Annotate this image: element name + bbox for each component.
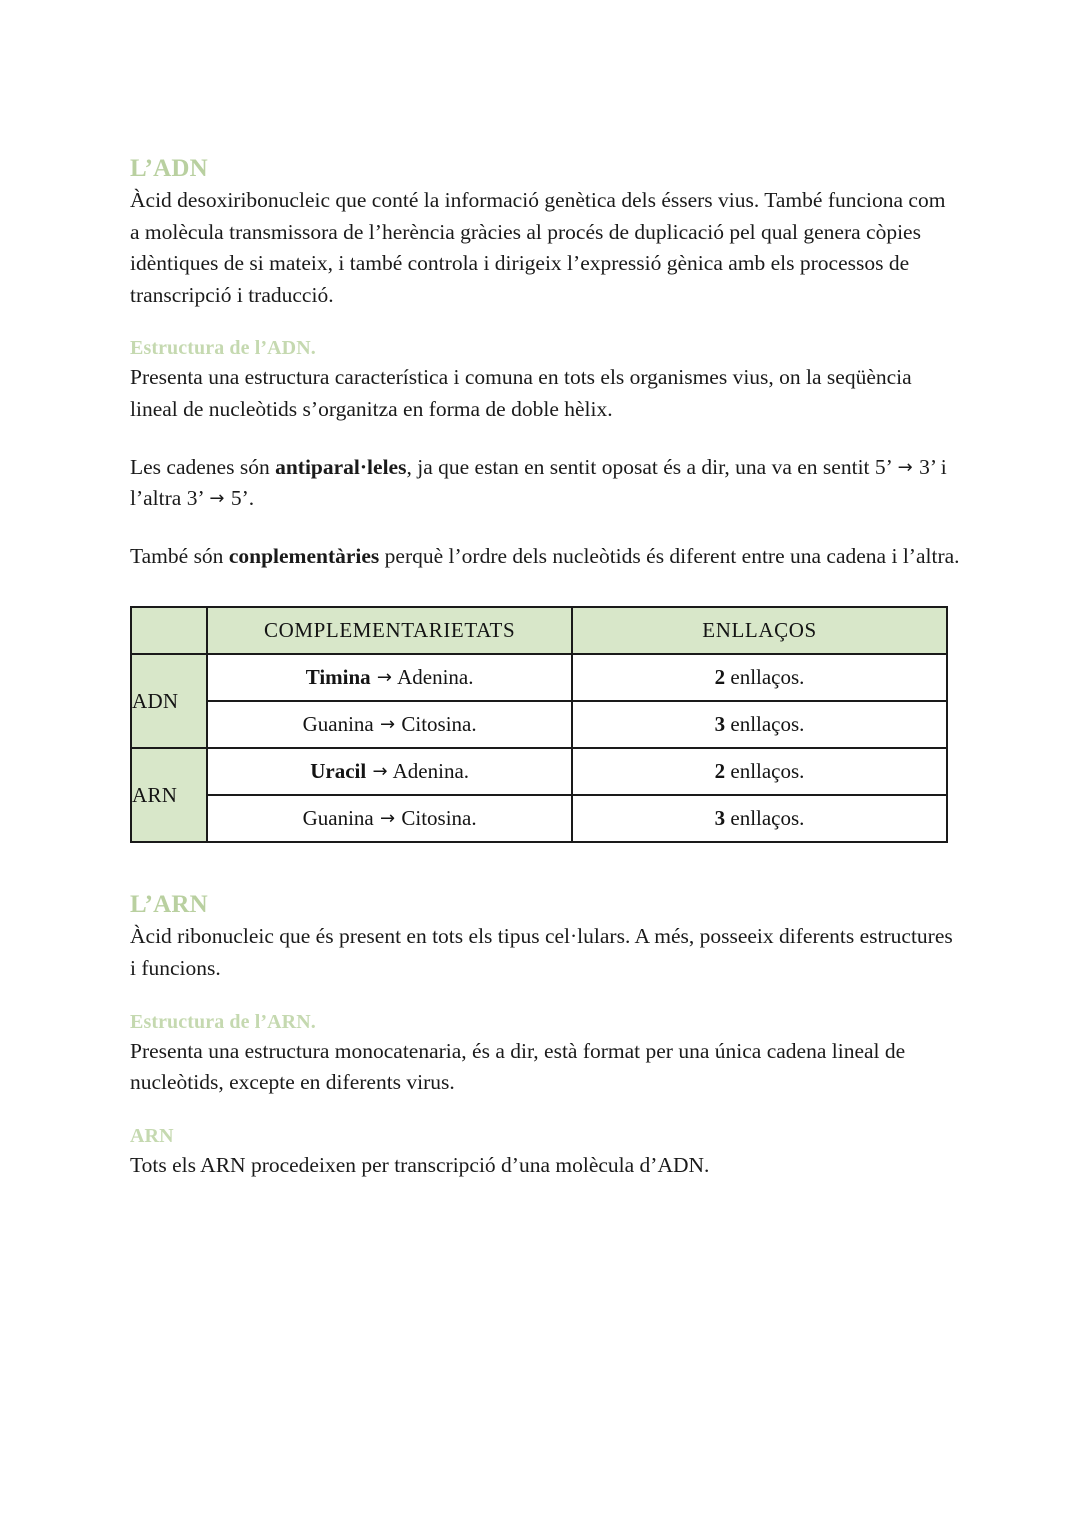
- bonds-word: enllaços.: [730, 665, 805, 690]
- complementary-suffix: perquè l’ordre dels nucleòtids és diferent entre una cadena i l’altra.: [379, 543, 960, 568]
- antiparallel-prefix: Les cadenes són: [130, 454, 276, 479]
- table-cell-complementarietat: [207, 795, 572, 842]
- complementary-prefix: També són: [130, 543, 229, 568]
- antiparallel-suffix: , ja que estan en sentit oposat és a dir, una va en sentit: [406, 454, 875, 479]
- table-rowlabel-adn: ADN: [131, 654, 207, 748]
- spacer: [130, 515, 960, 541]
- base-name-plain: Guanina: [302, 712, 374, 737]
- table-cell-enllacos: [572, 654, 947, 701]
- arrow-right-icon: →: [376, 667, 393, 689]
- table-cell-complementarietat: [207, 654, 572, 701]
- table-cell-complementarietat: [207, 748, 572, 795]
- antiparallel-bold-term: antiparal·leles: [275, 454, 407, 479]
- table-header-complementarietats: COMPLEMENTARIETATS: [207, 607, 572, 654]
- table-header-row: [131, 607, 947, 654]
- paragraph-antiparallel: [130, 452, 960, 515]
- heading-estructura-adn: Estructura de l’ADN.: [130, 337, 316, 360]
- complementarity-table: [130, 606, 948, 843]
- table-header-enllacos: ENLLAÇOS: [572, 607, 947, 654]
- antiparallel-end: .: [248, 486, 255, 511]
- base-target: Citosina.: [401, 712, 477, 737]
- table-corner-cell: [131, 607, 207, 654]
- heading-larn: L’ARN: [130, 891, 208, 919]
- spacer: [130, 426, 960, 452]
- paragraph-estructura-adn: Presenta una estructura característica i comuna en tots els organismes vius, on la seqüència lineal de nucleòtids s’organitza en forma de doble hèlix.: [130, 365, 912, 421]
- base-target: Citosina.: [401, 806, 477, 831]
- bonds-word: enllaços.: [730, 806, 805, 831]
- direction-2-to: 5’: [230, 486, 249, 511]
- arrow-right-icon: →: [897, 456, 913, 478]
- paragraph-estructura-arn: Presenta una estructura monocatenaria, és a dir, està format per una única cadena lineal de nucleòtids, excepte en diferents virus.: [130, 1038, 906, 1095]
- table-rowlabel-arn: ARN: [131, 748, 207, 842]
- table-row: [131, 795, 947, 842]
- direction-2-from: 3’: [186, 486, 204, 511]
- antiparallel-middle: i l’altra: [130, 454, 947, 511]
- arrow-right-icon: →: [380, 714, 396, 736]
- arrow-right-icon: →: [209, 488, 225, 510]
- spacer: [130, 311, 960, 337]
- bonds-count: 2: [714, 759, 726, 784]
- arrow-right-icon: →: [372, 761, 388, 783]
- bonds-count: 3: [714, 806, 726, 831]
- base-name-plain: Guanina: [302, 806, 374, 831]
- spacer: [130, 843, 960, 891]
- spacer: [130, 1099, 960, 1125]
- bonds-count: 3: [714, 712, 726, 737]
- heading-estructura-arn: Estructura de l’ARN.: [130, 1010, 316, 1033]
- table-cell-enllacos: [572, 795, 947, 842]
- paragraph-ladn-intro: Àcid desoxiribonucleic que conté la informació genètica dels éssers vius. També funciona com a molècula transmissora de l’herència gràcies al procés de duplicació pel qual genera còpies idèntiques de si mateix, i també controla i dirigeix l’expressió gènica amb els processos de transcripció i traducció.: [130, 188, 946, 307]
- arrow-right-icon: →: [380, 808, 396, 830]
- table-row: [131, 701, 947, 748]
- paragraph-arn-transcripcio: Tots els ARN procedeixen per transcripció d’una molècula d’ADN.: [130, 1152, 710, 1177]
- base-name-bold: Timina: [305, 665, 371, 690]
- base-name-bold: Uracil: [310, 759, 367, 784]
- spacer: [130, 572, 960, 606]
- paragraph-complementary: [130, 541, 960, 573]
- heading-arn: ARN: [130, 1124, 174, 1147]
- table-cell-enllacos: [572, 748, 947, 795]
- paragraph-larn-intro: Àcid ribonucleic que és present en tots els tipus cel·lulars. A més, posseeix diferents estructures i funcions.: [130, 924, 953, 980]
- table-row: [131, 654, 947, 701]
- bonds-word: enllaços.: [730, 712, 805, 737]
- direction-1-from: 5’: [874, 454, 892, 479]
- heading-ladn: L’ADN: [130, 155, 208, 182]
- table-cell-complementarietat: [207, 701, 572, 748]
- base-target: Adenina.: [392, 759, 470, 784]
- base-target: Adenina.: [397, 665, 474, 690]
- bonds-count: 2: [714, 665, 726, 690]
- direction-1-to: 3’: [919, 454, 936, 479]
- bonds-word: enllaços.: [730, 759, 805, 784]
- spacer: [130, 985, 960, 1011]
- table-row: [131, 748, 947, 795]
- table-cell-enllacos: [572, 701, 947, 748]
- complementary-bold-term: conplementàries: [228, 543, 380, 568]
